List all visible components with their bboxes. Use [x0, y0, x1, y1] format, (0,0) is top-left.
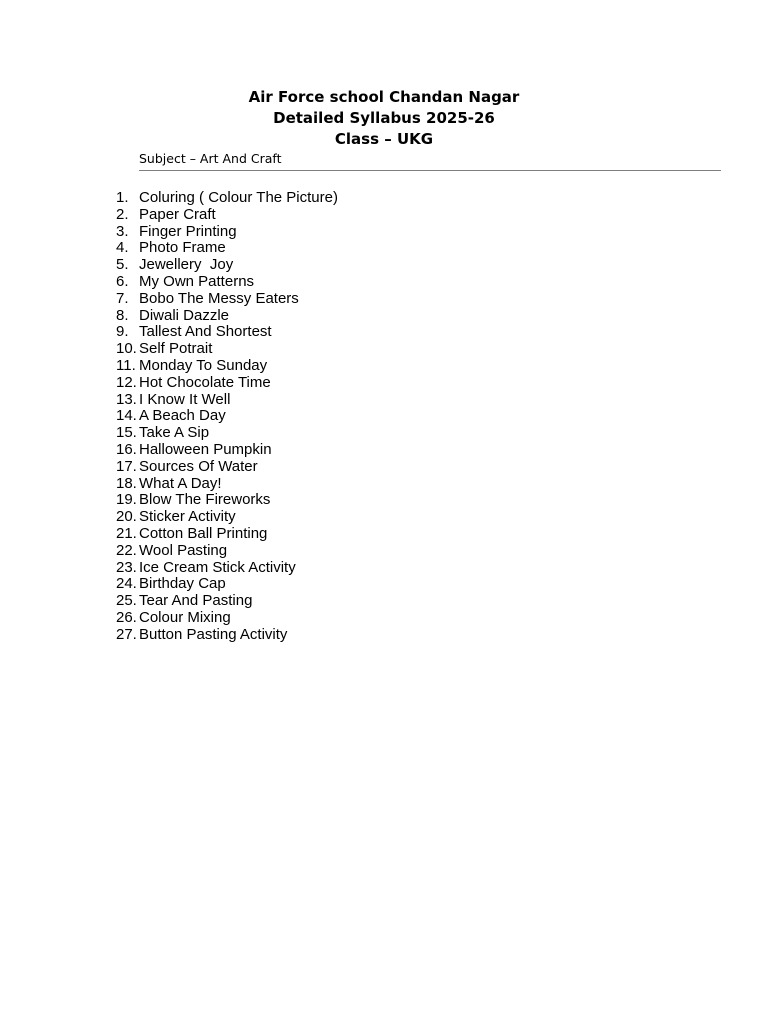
list-item-text: Finger Printing	[139, 222, 237, 240]
document-header	[0, 87, 768, 150]
list-item-text: A Beach Day	[139, 407, 226, 425]
list-item-text: Monday To Sunday	[139, 356, 268, 374]
list-item	[112, 442, 338, 459]
list-item-number: 8.	[116, 306, 129, 324]
list-item	[112, 207, 338, 224]
list-item-number: 6.	[116, 272, 129, 290]
list-item-text: Coluring ( Colour The Picture)	[139, 189, 338, 206]
list-item-number: 24.	[116, 575, 137, 593]
list-item	[112, 291, 338, 308]
list-item	[112, 240, 338, 257]
list-item-number: 13.	[116, 390, 137, 408]
list-item-number: 25.	[116, 592, 137, 610]
list-item-text: What A Day!	[139, 474, 222, 492]
list-item-number: 15.	[116, 424, 137, 442]
list-item-text: Cotton Ball Printing	[139, 524, 268, 542]
list-item-text: Photo Frame	[139, 239, 226, 257]
list-item	[112, 392, 338, 409]
list-item-text: Blow The Fireworks	[139, 491, 271, 509]
list-item	[112, 274, 338, 291]
list-item	[112, 576, 338, 593]
list-item-text: Halloween Pumpkin	[139, 440, 272, 458]
list-item	[112, 425, 338, 442]
list-item-number: 27.	[116, 625, 137, 643]
list-item-number: 7.	[116, 289, 129, 307]
list-item-number: 3.	[116, 222, 129, 240]
list-item-number: 11.	[116, 356, 136, 374]
list-item-text: Take A Sip	[139, 424, 210, 442]
list-item-text: Hot Chocolate Time	[139, 373, 271, 391]
list-item	[112, 224, 338, 241]
list-item	[112, 610, 338, 627]
list-item-text: Paper Craft	[139, 205, 216, 223]
syllabus-list	[112, 190, 338, 644]
list-item	[112, 476, 338, 493]
list-item	[112, 375, 338, 392]
list-item-number: 19.	[116, 491, 137, 509]
list-item	[112, 324, 338, 341]
list-item	[112, 408, 338, 425]
list-item-number: 12.	[116, 373, 137, 391]
list-item	[112, 358, 338, 375]
list-item-number: 17.	[116, 457, 137, 475]
list-item	[112, 341, 338, 358]
list-item-text: Button Pasting Activity	[139, 625, 288, 643]
list-item-number: 10.	[116, 340, 137, 358]
list-item-number: 22.	[116, 541, 137, 559]
list-item-text: Tallest And Shortest	[139, 323, 272, 341]
list-item	[112, 492, 338, 509]
syllabus-title: Detailed Syllabus 2025-26	[273, 109, 495, 127]
list-item	[112, 509, 338, 526]
list-item-number: 26.	[116, 608, 137, 626]
list-item	[112, 308, 338, 325]
list-item-text: Diwali Dazzle	[139, 306, 230, 324]
list-item-number: 16.	[116, 440, 137, 458]
list-item-text: Sources Of Water	[139, 457, 258, 475]
list-item-number: 1.	[116, 189, 129, 206]
list-item-text: Jewellery Joy	[139, 256, 234, 274]
list-item-text: My Own Patterns	[139, 272, 255, 290]
list-item-number: 18.	[116, 474, 137, 492]
school-name: Air Force school Chandan Nagar	[248, 88, 520, 106]
list-item	[112, 526, 338, 543]
list-item	[112, 459, 338, 476]
list-item-text: Birthday Cap	[139, 575, 226, 593]
list-item-text: Ice Cream Stick Activity	[139, 558, 296, 576]
list-item-text: Tear And Pasting	[139, 592, 253, 610]
list-item-number: 23.	[116, 558, 137, 576]
list-item-text: Self Potrait	[139, 340, 213, 358]
list-item-text: Sticker Activity	[139, 508, 236, 526]
list-item	[112, 627, 338, 644]
list-item-text: Bobo The Messy Eaters	[139, 289, 299, 307]
list-item-number: 9.	[116, 323, 129, 341]
class-label: Class – UKG	[334, 130, 434, 148]
list-item-text: Colour Mixing	[139, 608, 231, 626]
list-item	[112, 257, 338, 274]
header-divider	[139, 170, 721, 171]
subject-label: Subject – Art And Craft	[139, 151, 282, 166]
list-item-number: 2.	[116, 205, 129, 223]
list-item	[112, 543, 338, 560]
list-item-text: Wool Pasting	[139, 541, 228, 559]
list-item	[112, 560, 338, 577]
list-item-text: I Know It Well	[139, 390, 231, 408]
list-item-number: 14.	[116, 407, 137, 425]
list-item-number: 5.	[116, 256, 129, 274]
list-item-number: 20.	[116, 508, 137, 526]
list-item-number: 4.	[116, 239, 129, 257]
list-item	[112, 190, 338, 207]
list-item	[112, 593, 338, 610]
list-item-number: 21.	[116, 524, 137, 542]
